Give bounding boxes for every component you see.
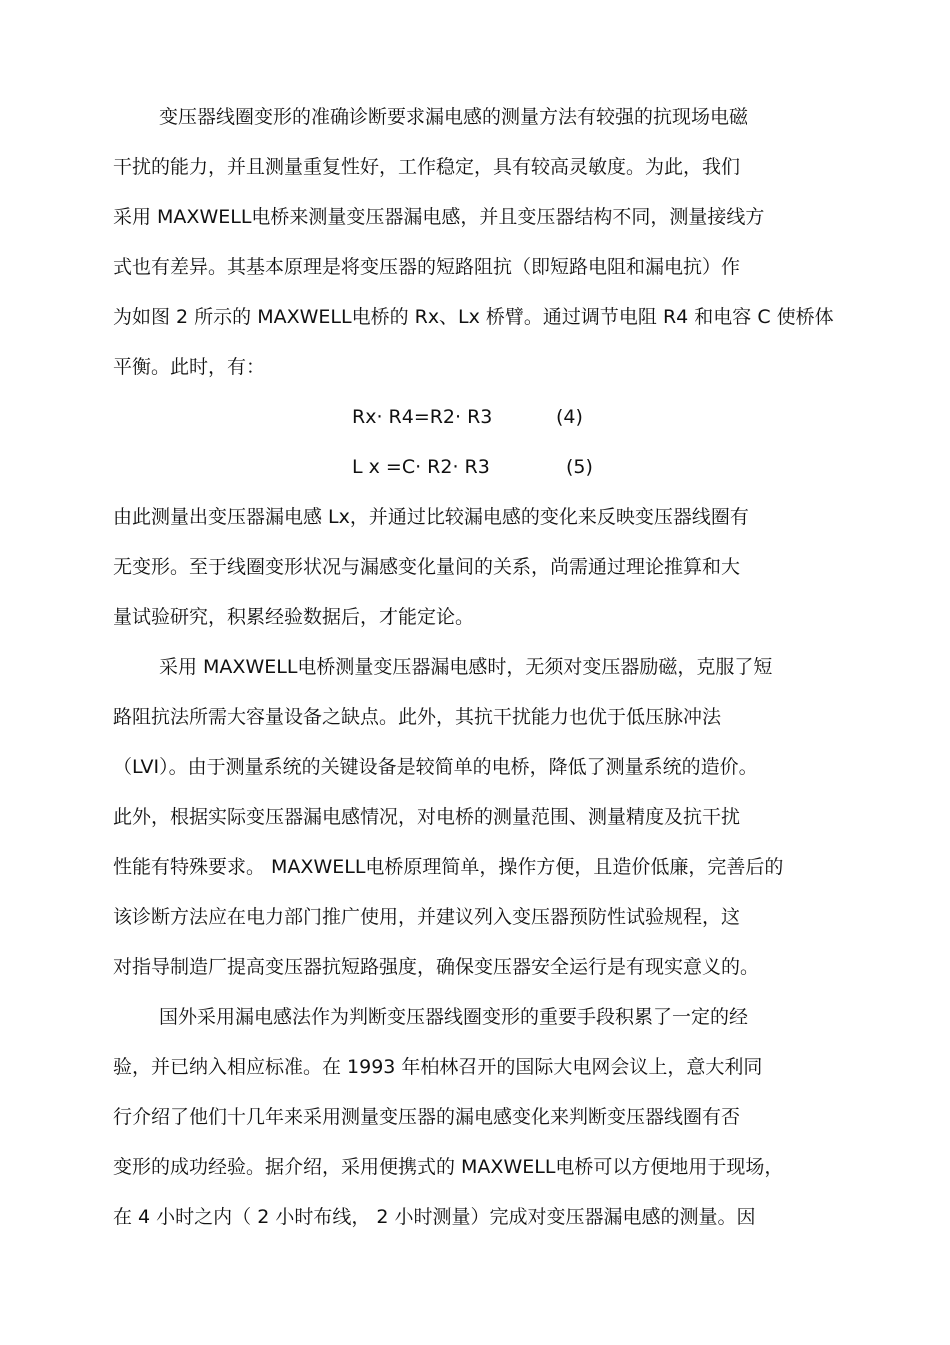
paragraph-3-line-6: 该诊断方法应在电力部门推广使用，并建议列入变压器预防性试验规程，这 [113,906,741,928]
paragraph-4-line-4: 变形的成功经验。据介绍，采用便携式的 MAXWELL电桥可以方便地用于现场， [113,1156,784,1178]
paragraph-1-line-2: 干扰的能力，并且测量重复性好，工作稳定，具有较高灵敏度。为此，我们 [113,156,741,178]
paragraph-4-line-2: 验，并已纳入相应标准。在 1993 年柏林召开的国际大电网会议上，意大利同 [113,1056,763,1078]
equation-5-number: (5) [566,456,593,478]
equation-5: L x =C· R2· R3 [352,456,490,478]
paragraph-1-line-3: 采用 MAXWELL电桥来测量变压器漏电感，并且变压器结构不同，测量接线方 [113,206,765,228]
paragraph-1-line-6: 平衡。此时，有： [113,356,266,378]
paragraph-4-line-1: 国外采用漏电感法作为判断变压器线圈变形的重要手段积累了一定的经 [159,1006,749,1028]
paragraph-4-line-3: 行介绍了他们十几年来采用测量变压器的漏电感变化来判断变压器线圈有否 [113,1106,741,1128]
paragraph-1-line-5: 为如图 2 所示的 MAXWELL电桥的 Rx、Lx 桥臂。通过调节电阻 R4 和电容 C 使桥体 [113,306,834,328]
paragraph-2-line-2: 无变形。至于线圈变形状况与漏感变化量间的关系，尚需通过理论推算和大 [113,556,741,578]
paragraph-4-line-5: 在 4 小时之内（ 2 小时布线， 2 小时测量）完成对变压器漏电感的测量。因 [113,1206,756,1228]
paragraph-1-line-4: 式也有差异。其基本原理是将变压器的短路阻抗（即短路电阻和漏电抗）作 [113,256,741,278]
paragraph-3-line-1: 采用 MAXWELL电桥测量变压器漏电感时，无须对变压器励磁，克服了短 [159,656,773,678]
paragraph-3-line-5: 性能有特殊要求。 MAXWELL电桥原理简单，操作方便，且造价低廉，完善后的 [113,856,784,878]
equation-4-number: (4) [556,406,583,428]
paragraph-1-line-1: 变压器线圈变形的准确诊断要求漏电感的测量方法有较强的抗现场电磁 [159,106,749,128]
paragraph-2-line-3: 量试验研究，积累经验数据后，才能定论。 [113,606,475,628]
paragraph-3-line-7: 对指导制造厂提高变压器抗短路强度，确保变压器安全运行是有现实意义的。 [113,956,760,978]
paragraph-3-line-3: （LVI）。由于测量系统的关键设备是较简单的电桥，降低了测量系统的造价。 [113,756,758,778]
paragraph-3-line-2: 路阻抗法所需大容量设备之缺点。此外，其抗干扰能力也优于低压脉冲法 [113,706,722,728]
equation-4: Rx· R4=R2· R3 [352,406,493,428]
paragraph-3-line-4: 此外，根据实际变压器漏电感情况，对电桥的测量范围、测量精度及抗干扰 [113,806,741,828]
paragraph-2-line-1: 由此测量出变压器漏电感 Lx，并通过比较漏电感的变化来反映变压器线圈有 [113,506,749,528]
